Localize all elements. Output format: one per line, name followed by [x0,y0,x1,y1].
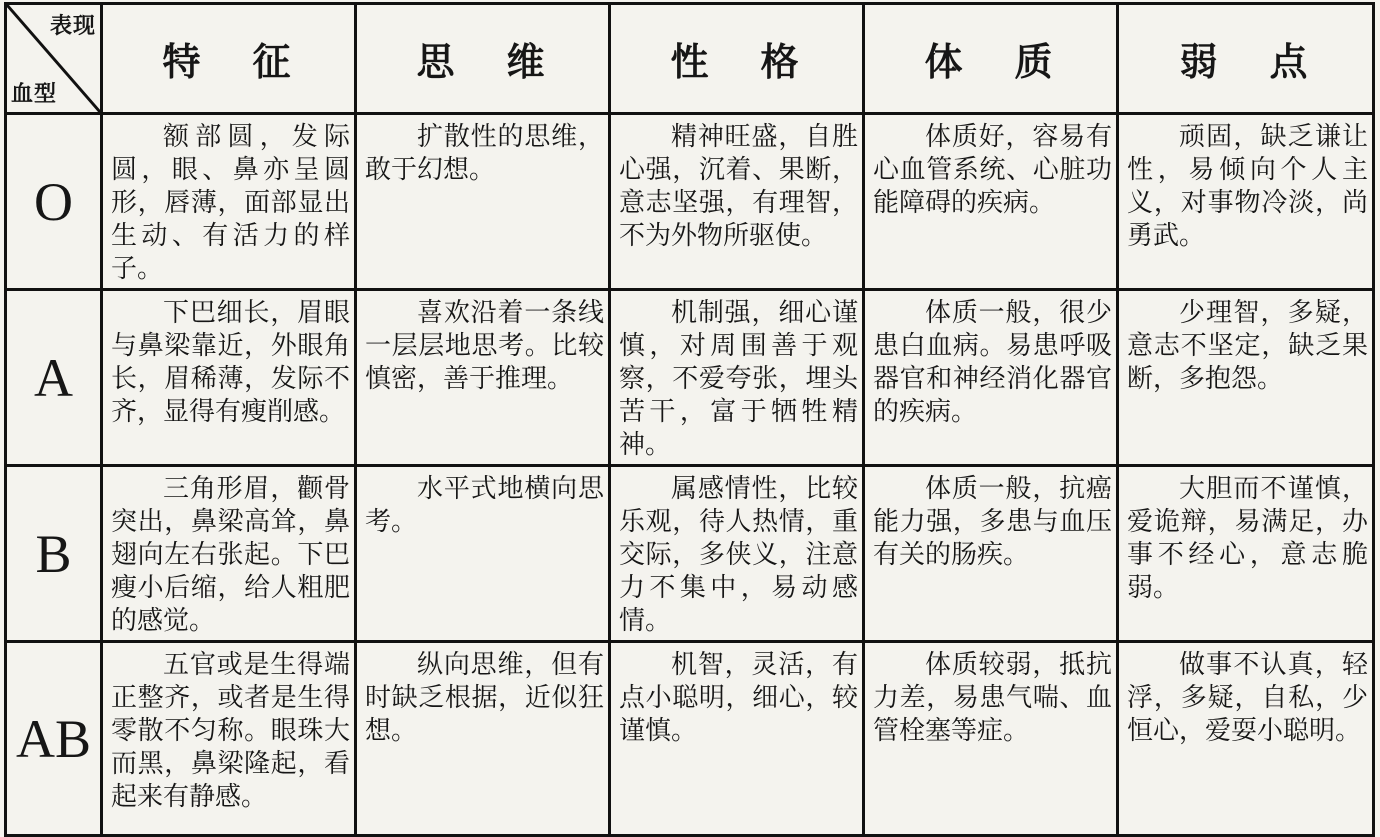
cell-text: 纵向思维，但有时缺乏根据，近似狂想。 [365,650,604,746]
table-row-a [6,290,1374,466]
column-header-constitution: 体质 [864,4,1118,114]
cell-features [102,114,356,290]
cell-text: 大胆而不谨慎，爱诡辩，易满足，办事不经心，意志脆弱。 [1127,474,1368,603]
corner-label-blood-type: 血型 [11,81,58,107]
cell-text: 体质好，容易有心血管系统、心脏功能障碍的疾病。 [873,122,1112,218]
cell-weakness [1118,642,1374,836]
cell-text: 下巴细长，眉眼与鼻梁靠近，外眼角长，眉稀薄，发际不齐，显得有瘦削感。 [111,298,350,427]
cell-personality [610,114,864,290]
cell-text: 少理智，多疑，意志不坚定，缺乏果断，多抱怨。 [1127,298,1368,394]
cell-text: 体质一般，很少患白血病。易患呼吸器官和神经消化器官的疾病。 [873,298,1112,427]
cell-thinking [356,114,610,290]
cell-weakness [1118,466,1374,642]
column-header-features: 特征 [102,4,356,114]
cell-text: 三角形眉，颧骨突出，鼻梁高耸，鼻翅向左右张起。下巴瘦小后缩，给人粗肥的感觉。 [111,474,350,636]
table-row-o [6,114,1374,290]
cell-text: 五官或是生得端正整齐，或者是生得零散不匀称。眼珠大而黑，鼻梁隆起，看起来有静感。 [111,650,350,812]
cell-features [102,466,356,642]
cell-features [102,642,356,836]
cell-features [102,290,356,466]
cell-thinking [356,466,610,642]
blood-type-table-sheet [4,2,1372,812]
column-header-thinking: 思维 [356,4,610,114]
cell-constitution [864,466,1118,642]
blood-type-label: O [6,114,102,290]
cell-text: 做事不认真，轻浮，多疑，自私，少恒心，爱耍小聪明。 [1127,650,1368,746]
cell-text: 机制强，细心谨慎，对周围善于观察，不爱夸张，埋头苦干，富于牺牲精神。 [619,298,858,460]
corner-label-performance: 表现 [49,13,96,39]
header-row [6,4,1374,114]
cell-constitution [864,642,1118,836]
blood-type-label: B [6,466,102,642]
cell-text: 精神旺盛，自胜心强，沉着、果断，意志坚强，有理智，不为外物所驱使。 [619,122,858,251]
table-row-b [6,466,1374,642]
cell-text: 扩散性的思维，敢于幻想。 [365,122,604,185]
cell-constitution [864,114,1118,290]
cell-text: 顽固，缺乏谦让性，易倾向个人主义，对事物冷淡，尚勇武。 [1127,122,1368,251]
cell-text: 属感情性，比较乐观，待人热情，重交际，多侠义，注意力不集中，易动感情。 [619,474,858,636]
cell-thinking [356,642,610,836]
cell-text: 体质较弱，抵抗力差，易患气喘、血管栓塞等症。 [873,650,1112,746]
cell-personality [610,466,864,642]
blood-type-label: AB [6,642,102,836]
cell-thinking [356,290,610,466]
cell-text: 额部圆，发际圆，眼、鼻亦呈圆形，唇薄，面部显出生动、有活力的样子。 [111,122,350,284]
cell-weakness [1118,114,1374,290]
blood-type-table [4,2,1375,837]
column-header-weakness: 弱点 [1118,4,1374,114]
cell-personality [610,642,864,836]
cell-constitution [864,290,1118,466]
cell-weakness [1118,290,1374,466]
corner-cell [6,4,102,114]
cell-text: 机智，灵活，有点小聪明，细心，较谨慎。 [619,650,858,746]
cell-personality [610,290,864,466]
cell-text: 体质一般，抗癌能力强，多患与血压有关的肠疾。 [873,474,1112,570]
cell-text: 水平式地横向思考。 [365,474,604,537]
column-header-personality: 性格 [610,4,864,114]
blood-type-label: A [6,290,102,466]
table-row-ab [6,642,1374,836]
cell-text: 喜欢沿着一条线一层层地思考。比较慎密，善于推理。 [365,298,604,394]
